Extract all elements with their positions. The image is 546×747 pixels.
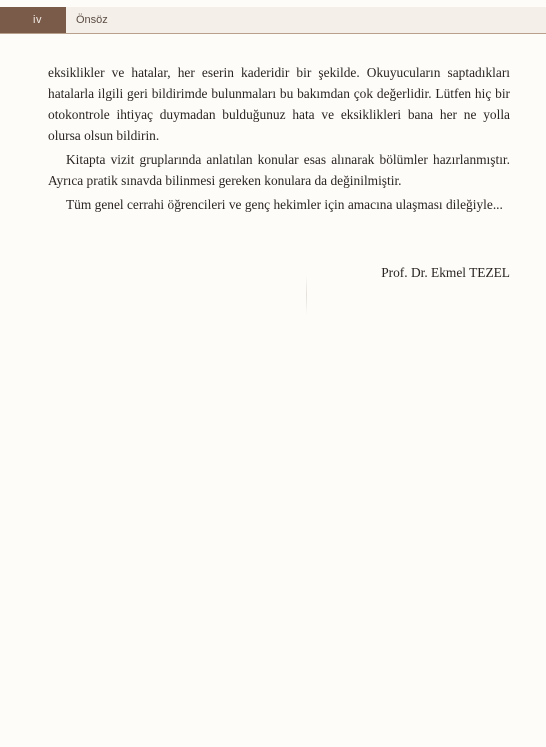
paragraph-closing: Tüm genel cerrahi öğrencileri ve genç hekimler için amacına ulaşması dileğiyle... — [66, 197, 503, 212]
page-number: iv — [0, 7, 66, 34]
paragraph-chapters: Kitapta vizit gruplarında anlatılan konular esas alınarak bölümler hazırlanmıştır. Ayrıca pratik sınavda bilinmesi gereken konulara da değinilmiştir. — [48, 152, 510, 188]
header-divider — [0, 33, 546, 34]
page-crease — [306, 275, 307, 315]
running-head: Önsöz — [76, 14, 108, 26]
author-signature: Prof. Dr. Ekmel TEZEL — [381, 265, 510, 280]
body-text — [48, 62, 510, 218]
paragraph-continued: eksiklikler ve hatalar, her eserin kaderidir bir şekilde. Okuyucuların saptadıkları hatalarla ilgili geri bildirimde bulunmaları bu bakımdan çok değerlidir. Lütfen hiç bir otokontrole ihtiyaç duymadan bulduğunuz hata ve eksiklikleri bana her ne yolla olursa olsun bildirin. — [48, 65, 510, 143]
